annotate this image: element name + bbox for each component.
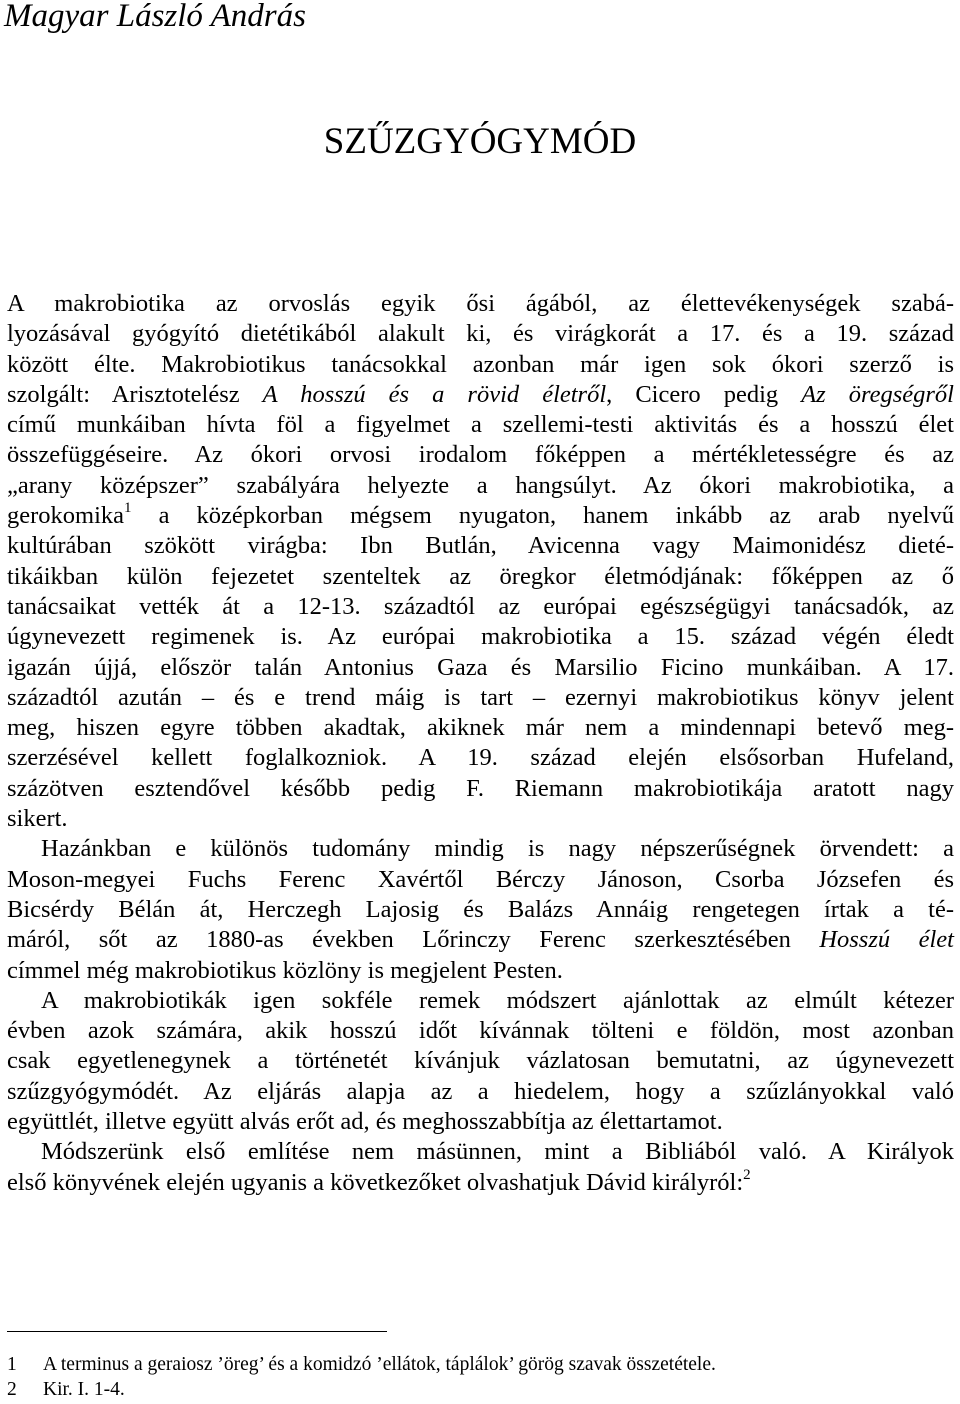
footnote <box>7 1352 947 1377</box>
book-title-italic: Az öregségről <box>801 380 954 408</box>
text-line: A makrobiotika az orvoslás egyik ősi ágából, az élettevékenységek szabá- <box>7 290 954 317</box>
book-title-italic: A hosszú és a rövid életről <box>262 380 607 408</box>
text-line: címmel még makrobiotikus közlöny is megjelent Pesten. <box>7 956 563 984</box>
paragraph <box>7 289 954 834</box>
text-segment: szolgált: Arisztotelész <box>7 380 263 408</box>
text-line: Moson-megyei Fuchs Ferenc Xavértől Bérczy Jánoson, Csorba Józsefen és <box>7 865 954 893</box>
text-line <box>7 1168 954 1198</box>
text-line: összefüggéseire. Az ókori orvosi irodalom főképpen a mértékletességre és az <box>7 441 954 469</box>
text-line: százötven esztendővel később pedig F. Riemann makrobiotikája aratott nagy <box>7 774 954 802</box>
text-line: „arany középszer” szabályára helyezte a hangsúlyt. Az ókori makrobiotika, a <box>7 471 954 499</box>
text-segment: első könyvének elején ugyanis a következőket olvashatjuk Dávid királyról: <box>7 1168 744 1196</box>
text-line <box>7 380 954 410</box>
text-line <box>7 925 954 955</box>
body-text <box>7 289 954 1198</box>
footnote-ref[interactable]: 2 <box>743 1166 751 1183</box>
text-line: Hazánkban e különös tudomány mindig is nagy népszerűségnek örvendett: a <box>41 835 954 863</box>
author-name: Magyar László András <box>4 0 306 34</box>
footnote-ref[interactable]: 1 <box>124 500 132 517</box>
text-line: századtól azután – és e trend máig is tart – ezernyi makrobiotikus könyv jelent <box>7 683 954 711</box>
text-line: csak egyetlenegynek a történetét kívánjuk vázlatosan bemutatni, az úgynevezett <box>7 1047 954 1075</box>
footnote <box>7 1377 947 1402</box>
footnote-number: 2 <box>7 1379 17 1400</box>
text-line: szűzgyógymódét. Az eljárás alapja az a hiedelem, hogy a szűzlányokkal való <box>7 1077 954 1105</box>
text-line: együttlét, illetve együtt alvás erőt ad, és meghosszabbítja az élettartamot. <box>7 1108 723 1136</box>
page-title: SZŰZGYÓGYMÓD <box>323 121 637 162</box>
text-segment: a középkorban mégsem nyugaton, hanem inkább az arab nyelvű <box>131 502 954 530</box>
text-line: A makrobiotikák igen sokféle remek módszert ajánlottak az elmúlt kétezer <box>41 986 954 1014</box>
text-line: igazán újjá, először talán Antonius Gaza és Marsilio Ficino munkáiban. A 17. <box>7 653 954 681</box>
footnote-text: Kir. I. 1-4. <box>43 1379 125 1400</box>
footnote-text: A terminus a geraiosz ’öreg’ és a komidzó ’ellátok, táplálok’ görög szavak összetétele. <box>43 1354 716 1375</box>
text-line: tikáikban külön fejezetet szenteltek az öregkor életmódjának: főképpen az ő <box>7 562 954 590</box>
footnote-number: 1 <box>7 1354 17 1375</box>
journal-title-italic: Hosszú élet <box>819 926 954 954</box>
text-line: lyozásával gyógyító dietétikából alakult ki, és virágkorát a 17. és a 19. század <box>7 320 954 348</box>
text-segment: gerokomika <box>7 502 125 530</box>
text-line: szerzésével kellett foglalkozniok. A 19. század elején elsősorban Hufeland, <box>7 744 954 772</box>
text-line: Bicsérdy Bélán át, Herczegh Lajosig és Balázs Annáig rengetegen írtak a té- <box>7 895 954 923</box>
text-line <box>7 501 954 531</box>
text-line: Módszerünk első említése nem másünnen, mint a Bibliából való. A Királyok <box>41 1138 954 1166</box>
text-line: úgynevezett regimenek is. Az európai makrobiotika a 15. század végén éledt <box>7 623 954 651</box>
text-line: között élte. Makrobiotikus tanácsokkal azonban már igen sok ókori szerző is <box>7 350 954 378</box>
text-segment: máról, sőt az 1880-as években Lőrinczy Ferenc szerkesztésében <box>7 926 820 954</box>
text-line: című munkáiban hívta föl a figyelmet a szellemi-testi aktivitás és a hosszú élet <box>7 411 954 439</box>
text-line: évben azok számára, akik hosszú időt kívánnak tölteni e földön, most azonban <box>7 1017 954 1045</box>
text-line: tanácsaikat vették át a 12-13. századtól az európai egészségügyi tanácsadók, az <box>7 592 954 620</box>
footnote-divider <box>7 1331 387 1332</box>
text-segment: , Cicero pedig <box>606 380 802 408</box>
text-line: sikert. <box>7 805 68 833</box>
paragraph <box>7 1137 954 1198</box>
text-line: meg, hiszen egyre többen akadtak, akiknek már nem a mindennapi betevő meg- <box>7 714 954 742</box>
paragraph <box>7 834 954 985</box>
text-line: kultúrában szökött virágba: Ibn Butlán, Avicenna vagy Maimonidész dieté- <box>7 532 954 560</box>
footnotes <box>7 1352 947 1402</box>
paragraph <box>7 986 954 1137</box>
